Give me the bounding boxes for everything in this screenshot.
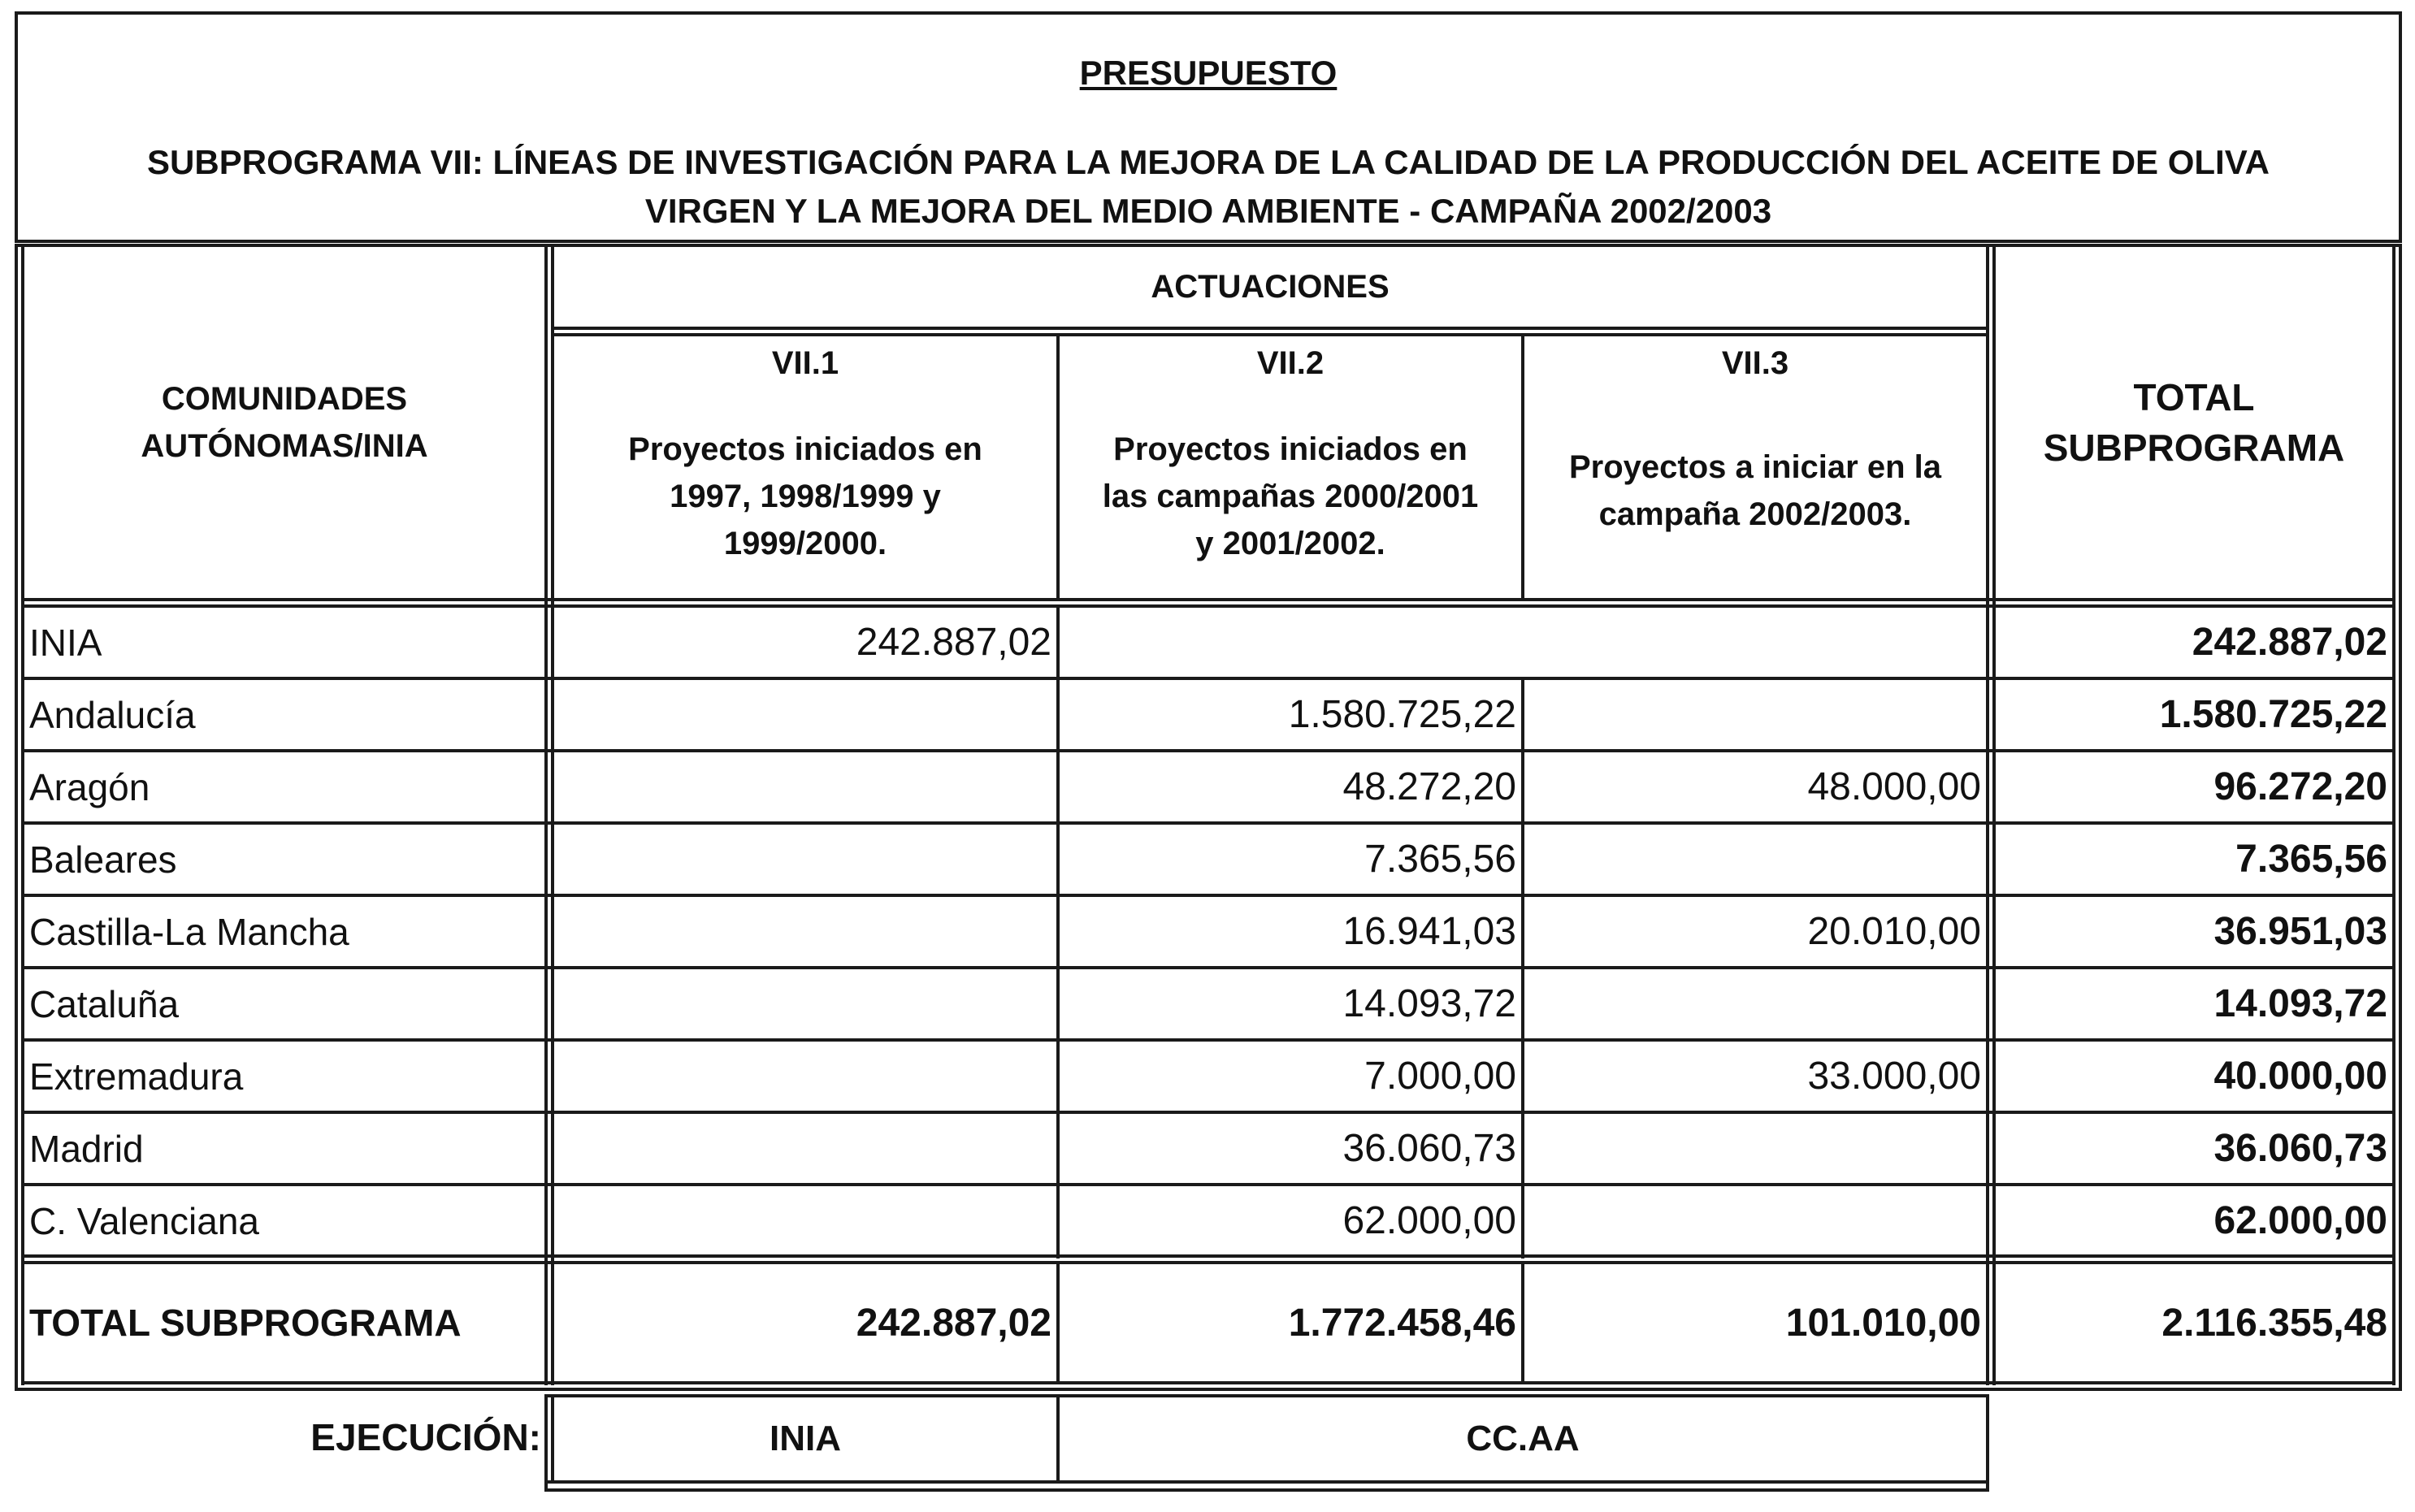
cell-vii2-value: 7.000,00 xyxy=(1364,1055,1516,1098)
totals-vii2-value: 1.772.458,46 xyxy=(1288,1301,1516,1345)
header-vii1-code: VII.1 xyxy=(771,345,839,381)
execution-ccaa xyxy=(1060,1397,1986,1480)
table-cell-vii3 xyxy=(1524,608,1986,677)
table-cell-vii1 xyxy=(554,1114,1056,1183)
header-communities xyxy=(24,247,544,598)
subtitle-line-2: VIRGEN Y LA MEJORA DEL MEDIO AMBIENTE - CAMPAÑA 2002/2003 xyxy=(644,192,1772,230)
table-row-label xyxy=(24,1114,544,1183)
header-vii1-desc2: 1997, 1998/1999 y xyxy=(670,479,941,514)
table-border-right-outer xyxy=(2399,244,2402,1389)
table-cell-vii1 xyxy=(554,680,1056,749)
table-row-label xyxy=(24,825,544,894)
header-actuaciones xyxy=(554,247,1986,327)
title-border-bottom xyxy=(15,240,2402,243)
table-cell-vii3 xyxy=(1524,1114,1986,1183)
subtitle-line-1: SUBPROGRAMA VII: LÍNEAS DE INVESTIGACIÓN PARA LA MEJORA DE LA CALIDAD DE LA PRODUCCIÓN DEL ACEITE DE OLIVA xyxy=(147,143,2270,181)
header-vii3-desc2: campaña 2002/2003. xyxy=(1598,496,1912,532)
table-cell-total xyxy=(1996,1042,2392,1111)
totals-vii3-value: 101.010,00 xyxy=(1785,1301,1981,1345)
table-row-label xyxy=(24,1042,544,1111)
table-cell-vii3 xyxy=(1524,969,1986,1038)
table-row-label xyxy=(24,680,544,749)
totals-vii3 xyxy=(1524,1264,1986,1381)
table-row-label xyxy=(24,752,544,821)
totals-label-text: TOTAL SUBPROGRAMA xyxy=(29,1302,462,1344)
header-vii1-desc1: Proyectos iniciados en xyxy=(628,431,982,467)
col-sep-d1 xyxy=(1986,244,1989,1385)
table-cell-vii3 xyxy=(1524,752,1986,821)
cell-vii2-value: 16.941,03 xyxy=(1342,910,1516,953)
row-name: Madrid xyxy=(29,1127,144,1170)
totals-top-1 xyxy=(21,1254,2395,1258)
row-name: Aragón xyxy=(29,765,150,808)
header-vii3-code: VII.3 xyxy=(1721,345,1789,381)
table-cell-vii2 xyxy=(1060,1114,1521,1183)
execution-label xyxy=(24,1394,541,1480)
table-border-bottom-outer xyxy=(15,1388,2402,1391)
table-cell-vii3 xyxy=(1524,680,1986,749)
row-name: C. Valenciana xyxy=(29,1199,259,1242)
row-name: Castilla-La Mancha xyxy=(29,910,349,953)
header-vii3-desc1: Proyectos a iniciar en la xyxy=(1569,449,1941,485)
cell-total-value: 36.060,73 xyxy=(2213,1127,2387,1170)
header-total xyxy=(1996,247,2392,598)
cell-vii2-value: 14.093,72 xyxy=(1342,982,1516,1025)
row-name: Baleares xyxy=(29,838,177,881)
table-cell-vii1 xyxy=(554,825,1056,894)
cell-vii1-value: 242.887,02 xyxy=(856,621,1051,664)
cell-vii2-value: 48.272,20 xyxy=(1342,765,1516,808)
table-cell-total xyxy=(1996,680,2392,749)
table-cell-vii2 xyxy=(1060,752,1521,821)
header-vii2-desc3: y 2001/2002. xyxy=(1195,526,1385,561)
table-cell-vii1 xyxy=(554,752,1056,821)
header-col-vii1 xyxy=(554,336,1056,598)
cell-vii2-value: 62.000,00 xyxy=(1342,1199,1516,1242)
table-cell-vii3 xyxy=(1524,897,1986,966)
cell-total-value: 62.000,00 xyxy=(2213,1199,2387,1242)
table-cell-total xyxy=(1996,897,2392,966)
table-row-label xyxy=(24,969,544,1038)
exec-border-bottom-2 xyxy=(544,1488,1989,1492)
cell-total-value: 7.365,56 xyxy=(2235,838,2387,881)
inia-row-bottom xyxy=(21,677,1060,680)
cell-total-value: 96.272,20 xyxy=(2213,765,2387,808)
page-title xyxy=(18,49,2399,97)
cell-vii3-value: 33.000,00 xyxy=(1807,1055,1981,1098)
exec-border-bottom-1 xyxy=(544,1480,1989,1484)
totals-vii1-value: 242.887,02 xyxy=(856,1301,1051,1345)
table-border-right-inner xyxy=(2392,244,2395,1385)
header-total-line1: TOTAL xyxy=(2133,376,2255,418)
table-cell-total xyxy=(1996,1114,2392,1183)
table-row-label xyxy=(24,897,544,966)
exec-border-right xyxy=(1986,1394,1989,1492)
execution-inia xyxy=(554,1397,1056,1480)
table-cell-total xyxy=(1996,825,2392,894)
table-cell-vii3 xyxy=(1524,1042,1986,1111)
cell-total-value: 242.887,02 xyxy=(2192,621,2387,664)
cell-total-value: 1.580.725,22 xyxy=(2159,693,2387,736)
table-cell-vii2 xyxy=(1060,1042,1521,1111)
cell-vii2-value: 1.580.725,22 xyxy=(1288,693,1516,736)
execution-ccaa-text: CC.AA xyxy=(1466,1419,1580,1458)
cell-vii2-value: 7.365,56 xyxy=(1364,838,1516,881)
table-border-bottom-inner xyxy=(21,1381,2395,1384)
totals-label xyxy=(26,1264,544,1381)
cell-total-value: 36.951,03 xyxy=(2213,910,2387,953)
exec-border-left-1 xyxy=(544,1394,548,1492)
row-name: Andalucía xyxy=(29,693,196,736)
table-row-label xyxy=(24,608,544,677)
header-vii1-desc3: 1999/2000. xyxy=(723,526,887,561)
cell-vii3-value: 48.000,00 xyxy=(1807,765,1981,808)
table-cell-vii2 xyxy=(1060,1186,1521,1255)
header-actuaciones-text: ACTUACIONES xyxy=(1151,269,1390,305)
table-cell-vii1 xyxy=(554,969,1056,1038)
table-cell-vii3 xyxy=(1524,1186,1986,1255)
title-text: PRESUPUESTO xyxy=(1079,54,1338,92)
totals-vii1 xyxy=(554,1264,1056,1381)
header-col-vii3 xyxy=(1524,336,1986,598)
header-vii2-code: VII.2 xyxy=(1256,345,1325,381)
table-cell-vii3 xyxy=(1524,825,1986,894)
table-cell-vii1 xyxy=(554,897,1056,966)
totals-total xyxy=(1996,1264,2392,1381)
row-name: INIA xyxy=(29,621,102,664)
totals-total-value: 2.116.355,48 xyxy=(2161,1301,2387,1345)
table-cell-vii2 xyxy=(1060,969,1521,1038)
header-communities-line2: AUTÓNOMAS/INIA xyxy=(141,428,428,464)
row-name: Cataluña xyxy=(29,982,180,1025)
actuaciones-bottom-1 xyxy=(551,327,1989,330)
totals-vii2 xyxy=(1060,1264,1521,1381)
execution-inia-text: INIA xyxy=(770,1419,841,1458)
header-bottom-1 xyxy=(21,598,2395,601)
table-cell-vii1 xyxy=(554,608,1056,677)
page-subtitle xyxy=(18,138,2399,236)
table-cell-total xyxy=(1996,752,2392,821)
table-cell-vii2 xyxy=(1060,825,1521,894)
table-border-left-outer xyxy=(15,244,18,1389)
cell-vii3-value: 20.010,00 xyxy=(1807,910,1981,953)
table-row-label xyxy=(24,1186,544,1255)
table-cell-total xyxy=(1996,1186,2392,1255)
table-cell-vii2 xyxy=(1060,897,1521,966)
cell-total-value: 14.093,72 xyxy=(2213,982,2387,1025)
table-cell-vii2 xyxy=(1060,680,1521,749)
table-cell-vii2 xyxy=(1060,608,1521,677)
header-vii2-desc1: Proyectos iniciados en xyxy=(1113,431,1468,467)
header-total-line2: SUBPROGRAMA xyxy=(2043,427,2345,469)
col-sep-a1 xyxy=(544,244,548,1385)
title-border-right xyxy=(2399,11,2402,243)
row-name: Extremadura xyxy=(29,1055,244,1098)
execution-label-text: EJECUCIÓN: xyxy=(310,1416,541,1458)
header-communities-line1: COMUNIDADES xyxy=(161,381,408,417)
title-border-top xyxy=(15,11,2402,15)
table-cell-total xyxy=(1996,608,2392,677)
cell-total-value: 40.000,00 xyxy=(2213,1055,2387,1098)
table-cell-vii1 xyxy=(554,1042,1056,1111)
table-cell-total xyxy=(1996,969,2392,1038)
header-col-vii2 xyxy=(1060,336,1521,598)
header-vii2-desc2: las campañas 2000/2001 xyxy=(1102,479,1479,514)
table-cell-vii1 xyxy=(554,1186,1056,1255)
cell-vii2-value: 36.060,73 xyxy=(1342,1127,1516,1170)
